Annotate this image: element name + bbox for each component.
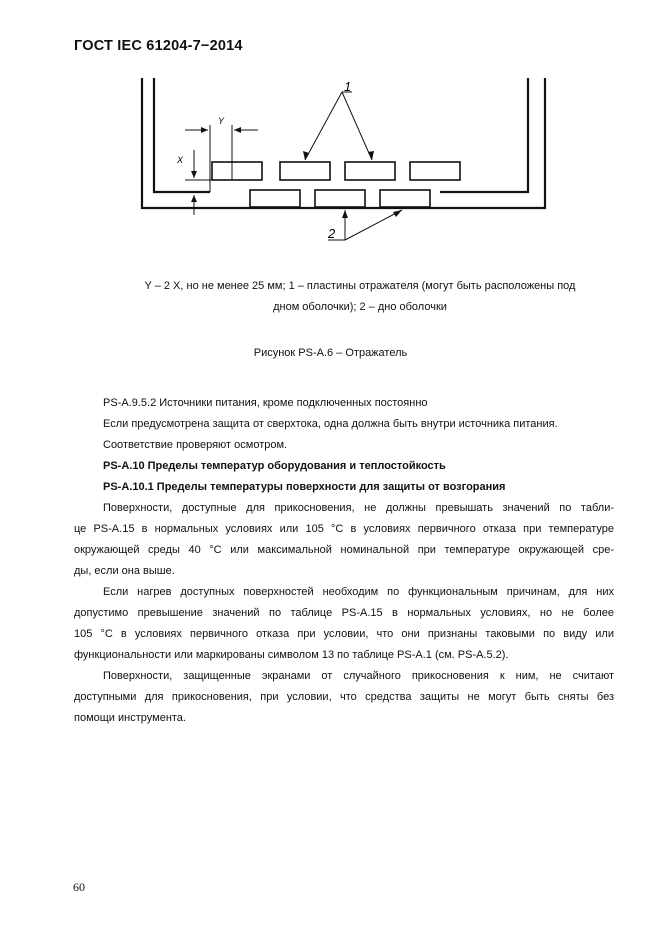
document-header: ГОСТ IEC 61204-7−2014 — [74, 38, 243, 54]
paragraph-line: помощи инструмента. — [74, 712, 186, 724]
paragraph-line: Поверхности, доступные для прикосновения, не должны превышать значений по табли- — [103, 502, 614, 514]
paragraph-line: 105 °С в условиях первичного отказа при условии, что они признаны таковыми по виду или — [74, 628, 614, 640]
figure-label-2: 2 — [328, 226, 336, 241]
paragraph: Если предусмотрена защита от сверхтока, одна должна быть внутри источника питания. — [103, 418, 558, 430]
dimension-y-label: Y — [218, 116, 225, 126]
bottom-plate — [315, 190, 365, 207]
reflector-plate — [345, 162, 395, 180]
figure-caption-line-2: дном оболочки); 2 – дно оболочки — [273, 301, 447, 313]
subsection-heading: PS-A.10.1 Пределы температуры поверхности для защиты от возгорания — [103, 481, 506, 493]
paragraph-line: окружающей среды 40 °С или максимальной номинальной при температуре окружающей сре- — [74, 544, 614, 556]
paragraph-line: Если нагрев доступных поверхностей необходим по функциональным причинам, для них — [103, 586, 614, 598]
paragraph: PS-A.9.5.2 Источники питания, кроме подключенных постоянно — [103, 397, 428, 409]
paragraph-line: це PS-A.15 в нормальных условиях или 105 °С в условиях первичного отказа при температуре — [74, 523, 614, 535]
reflector-plate — [410, 162, 460, 180]
paragraph: Соответствие проверяют осмотром. — [103, 439, 288, 451]
enclosure-inner — [154, 78, 210, 192]
enclosure-inner-right — [440, 78, 528, 192]
dimension-x-label: X — [177, 155, 184, 165]
bottom-plate — [250, 190, 300, 207]
paragraph-line: функциональности или маркированы символом 13 по таблице PS-A.1 (см. PS-A.5.2). — [74, 649, 509, 661]
reflector-plate — [280, 162, 330, 180]
enclosure-outer — [142, 78, 545, 208]
bottom-plate — [380, 190, 430, 207]
paragraph-line: доступными для прикосновения, при условии, что средства защиты не могут быть сняты без — [74, 691, 614, 703]
figure-caption-line-1: Y – 2 X, но не менее 25 мм; 1 – пластины отражателя (могут быть расположены под — [144, 280, 576, 292]
figure-title: Рисунок PS-A.6 – Отражатель — [253, 347, 408, 359]
reflector-figure — [0, 0, 661, 260]
page-number: 60 — [73, 880, 85, 894]
paragraph-line: Поверхности, защищенные экранами от случайного прикосновения к ним, не считают — [103, 670, 614, 682]
reflector-plate — [212, 162, 262, 180]
section-heading: PS-A.10 Пределы температур оборудования и теплостойкость — [103, 460, 446, 472]
paragraph-line: допустимо превышение значений по таблице PS-A.15 в нормальных условиях, но не более — [74, 607, 614, 619]
paragraph-line: ды, если она выше. — [74, 565, 175, 577]
figure-label-1: 1 — [344, 79, 352, 94]
